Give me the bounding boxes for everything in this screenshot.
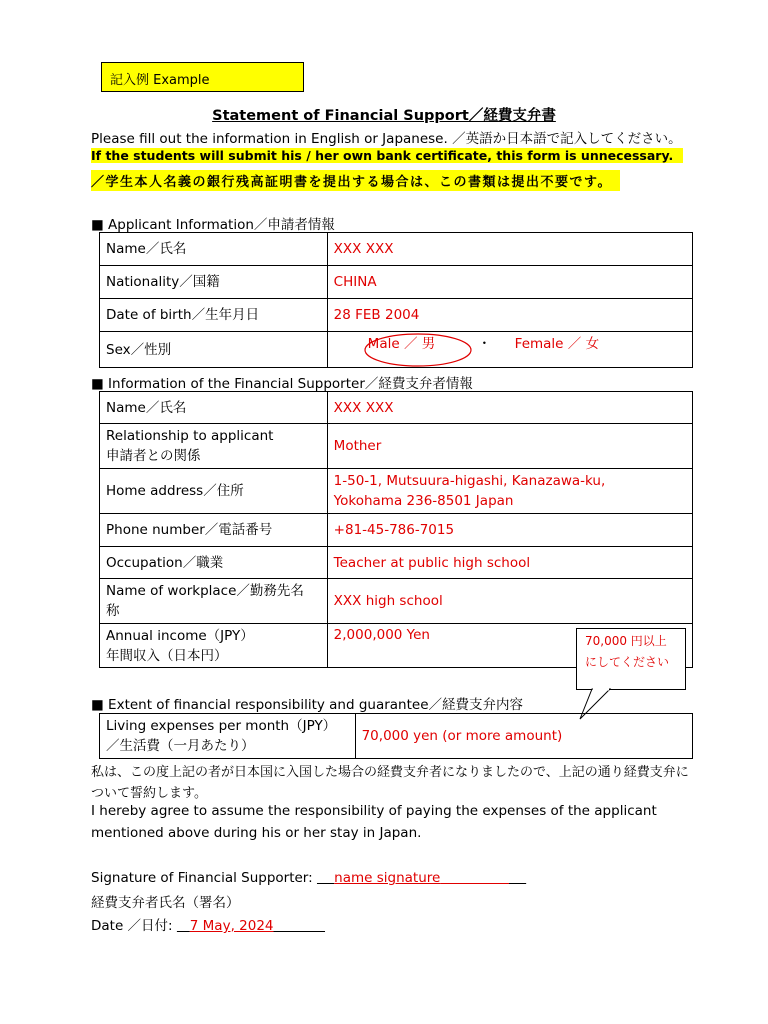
field-label: Sex／性別 (100, 332, 328, 368)
field-value: 2,000,000 Yen (327, 624, 692, 668)
supporter-row-workplace (100, 579, 693, 624)
field-label: Occupation／職業 (100, 547, 328, 579)
responsibility-heading: ■ Extent of financial responsibility and guarantee／経費支弁内容 (91, 697, 524, 713)
field-value: 28 FEB 2004 (327, 299, 692, 332)
applicant-row-sex (100, 332, 693, 368)
sex-separator: ・ (477, 336, 492, 352)
field-label: Relationship to applicant 申請者との関係 (100, 424, 328, 469)
pledge-jp-line1: 私は、この度上記の者が日本国に入国した場合の経費支弁者になりましたので、上記の通り経費支弁に (91, 765, 689, 780)
signature-line (91, 870, 526, 886)
field-label: Name of workplace／勤務先名 称 (100, 579, 328, 624)
field-label: Home address／住所 (100, 469, 328, 514)
supporter-heading: ■ Information of the Financial Supporter／経費支弁者情報 (91, 376, 473, 392)
applicant-table (99, 232, 693, 368)
field-value: Mother (327, 424, 692, 469)
example-label: 記入例 Example (101, 62, 304, 92)
date-label: Date ／日付: (91, 918, 177, 934)
supporter-row-occupation (100, 547, 693, 579)
instruction-highlight-en: If the students will submit his / her own bank certificate, this form is unnecessary. (91, 148, 683, 163)
field-value: 70,000 yen (or more amount) (355, 714, 692, 759)
field-value: XXX XXX (327, 233, 692, 266)
field-value: XXX XXX (327, 392, 692, 424)
date-value: 7 May, 2024 (189, 918, 274, 934)
page-title: Statement of Financial Support／経費支弁書 (212, 108, 556, 124)
callout-line: 70,000 円以上 (585, 634, 667, 648)
callout-line: にしてください (585, 655, 670, 669)
field-value: Teacher at public high school (327, 547, 692, 579)
supporter-row-name (100, 392, 693, 424)
field-label: Nationality／国籍 (100, 266, 328, 299)
field-label: Phone number／電話番号 (100, 514, 328, 547)
applicant-row-nationality (100, 266, 693, 299)
date-line (91, 914, 325, 934)
pledge-jp-line2: ついて誓約します。 (91, 786, 207, 801)
sex-male-option: Male ／ 男 (367, 336, 436, 352)
field-label: Living expenses per month（JPY） ／生活費（一月あたり） (100, 714, 356, 759)
field-value: +81-45-786-7015 (327, 514, 692, 547)
responsibility-table (99, 713, 693, 759)
field-value: XXX high school (327, 579, 692, 624)
field-label: Name／氏名 (100, 233, 328, 266)
applicant-row-dob (100, 299, 693, 332)
applicant-heading: ■ Applicant Information／申請者情報 (91, 217, 335, 233)
field-label: Annual income（JPY） 年間収入（日本円） (100, 624, 328, 668)
supporter-table (99, 391, 693, 668)
supporter-row-phone (100, 514, 693, 547)
instruction-language: Please fill out the information in English or Japanese. ／英語か日本語で記入してください。 (91, 131, 682, 147)
signature-label: Signature of Financial Supporter: (91, 870, 317, 886)
sex-options (327, 332, 692, 368)
selection-circle (363, 332, 475, 368)
pledge-en-line2: mentioned above during his or her stay in Japan. (91, 825, 422, 841)
sex-female-option: Female ／ 女 (514, 336, 600, 352)
field-value: 1-50-1, Mutsuura-higashi, Kanazawa-ku, Yokohama 236-8501 Japan (327, 469, 692, 514)
supporter-row-address (100, 469, 693, 514)
callout-note (576, 628, 686, 690)
field-value: CHINA (327, 266, 692, 299)
supporter-row-relationship (100, 424, 693, 469)
applicant-row-name (100, 233, 693, 266)
pledge-en-line1: I hereby agree to assume the responsibility of paying the expenses of the applicant (91, 803, 657, 819)
signature-value: name signature (334, 870, 441, 886)
instruction-highlight-jp: ／学生本人名義の銀行残高証明書を提出する場合は、この書類は提出不要です。 (91, 170, 620, 191)
signature-label-jp: 経費支弁者氏名（署名） (91, 895, 240, 911)
responsibility-row (100, 714, 693, 759)
field-label: Name／氏名 (100, 392, 328, 424)
field-label: Date of birth／生年月日 (100, 299, 328, 332)
